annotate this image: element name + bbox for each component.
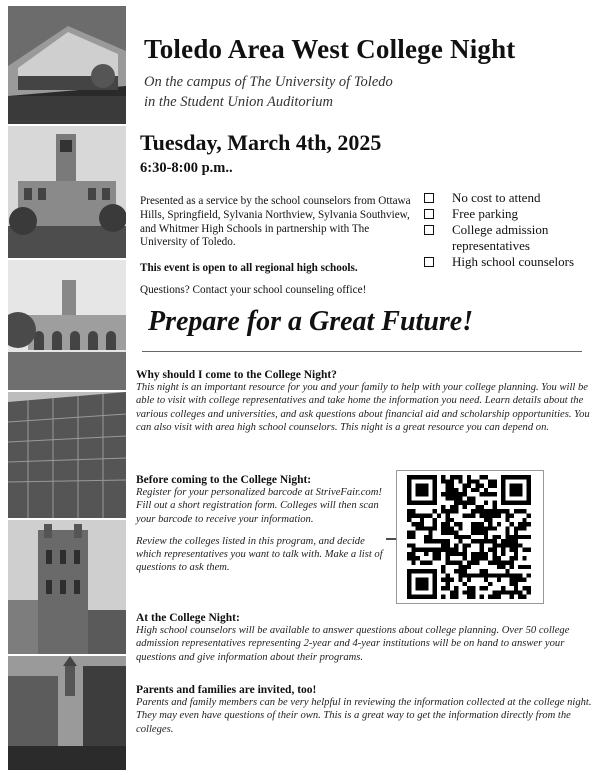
section-heading: At the College Night:: [136, 612, 240, 624]
section-before: [136, 474, 386, 575]
venue-line-2: in the Student Union Auditorium: [144, 94, 334, 110]
qr-code-icon: [405, 475, 533, 599]
checkbox-icon: [424, 257, 434, 267]
section-parents: [136, 684, 592, 736]
checklist-item: No cost to attend: [422, 190, 592, 206]
photo-arcade: [8, 260, 126, 390]
section-body: Register for your personalized barcode at StriveFair.com! Fill out a short registration form. Colleges will then scan your barcode to receive your information.: [136, 487, 382, 525]
section-why: [136, 369, 592, 434]
venue-line-1: On the campus of The University of Toledo: [144, 74, 393, 90]
intro-paragraph: Presented as a service by the school counselors from Ottawa Hills, Springfield, Sylvania Northview, Sylvania Southview, and Whitmer High Schools in partnership with The University of Toledo.: [140, 195, 411, 249]
divider: [142, 351, 582, 352]
checklist-item: High school counselors: [422, 254, 592, 270]
checkbox-icon: [424, 193, 434, 203]
contact-note: Questions? Contact your school counseling office!: [140, 284, 367, 296]
checklist-item: Free parking: [422, 206, 592, 222]
photo-student-union: [8, 6, 126, 124]
event-title: Toledo Area West College Night: [144, 34, 516, 64]
checkbox-icon: [424, 225, 434, 235]
tagline: Prepare for a Great Future!: [148, 306, 474, 337]
photo-gothic-hall: [8, 520, 126, 654]
section-heading: Why should I come to the College Night?: [136, 369, 337, 381]
photo-strip: [8, 6, 126, 770]
section-body: Review the colleges listed in this program, and decide which representatives you want to talk with. Make a list of questions to ask them.: [136, 535, 383, 574]
photo-glass-building: [8, 392, 126, 518]
section-body: This night is an important resource for you and your family to help with your college planning. You will be able to visit with college representatives and take home the information you need. Learn details about the various colleges and universities, and ask questions about financial aid and scholarship opportunities. You can also visit with area high school counselors. This night is a great resource you can depend on.: [136, 382, 590, 433]
registration-qr-code[interactable]: [396, 470, 544, 604]
checklist-item: College admission representatives: [422, 222, 592, 254]
open-note: This event is open to all regional high schools.: [140, 262, 358, 274]
event-time: 6:30-8:00 p.m..: [140, 160, 233, 176]
section-body: High school counselors will be available to answer questions about college planning. Over 50 college admission representatives representing 2-year and 4-year institutions will be on hand to answer your questions and give information about their programs.: [136, 625, 570, 663]
checkbox-icon: [424, 209, 434, 219]
photo-tower: [8, 126, 126, 258]
feature-checklist: [422, 190, 592, 270]
section-at: [136, 612, 592, 664]
section-heading: Before coming to the College Night:: [136, 474, 312, 486]
photo-street: [8, 656, 126, 770]
event-date: Tuesday, March 4th, 2025: [140, 130, 382, 155]
section-heading: Parents and families are invited, too!: [136, 684, 317, 696]
section-body: Parents and family members can be very helpful in reviewing the information collected at the college night. They may even have questions of their own. This is a great way to get the information directly from the colleges.: [136, 697, 592, 735]
